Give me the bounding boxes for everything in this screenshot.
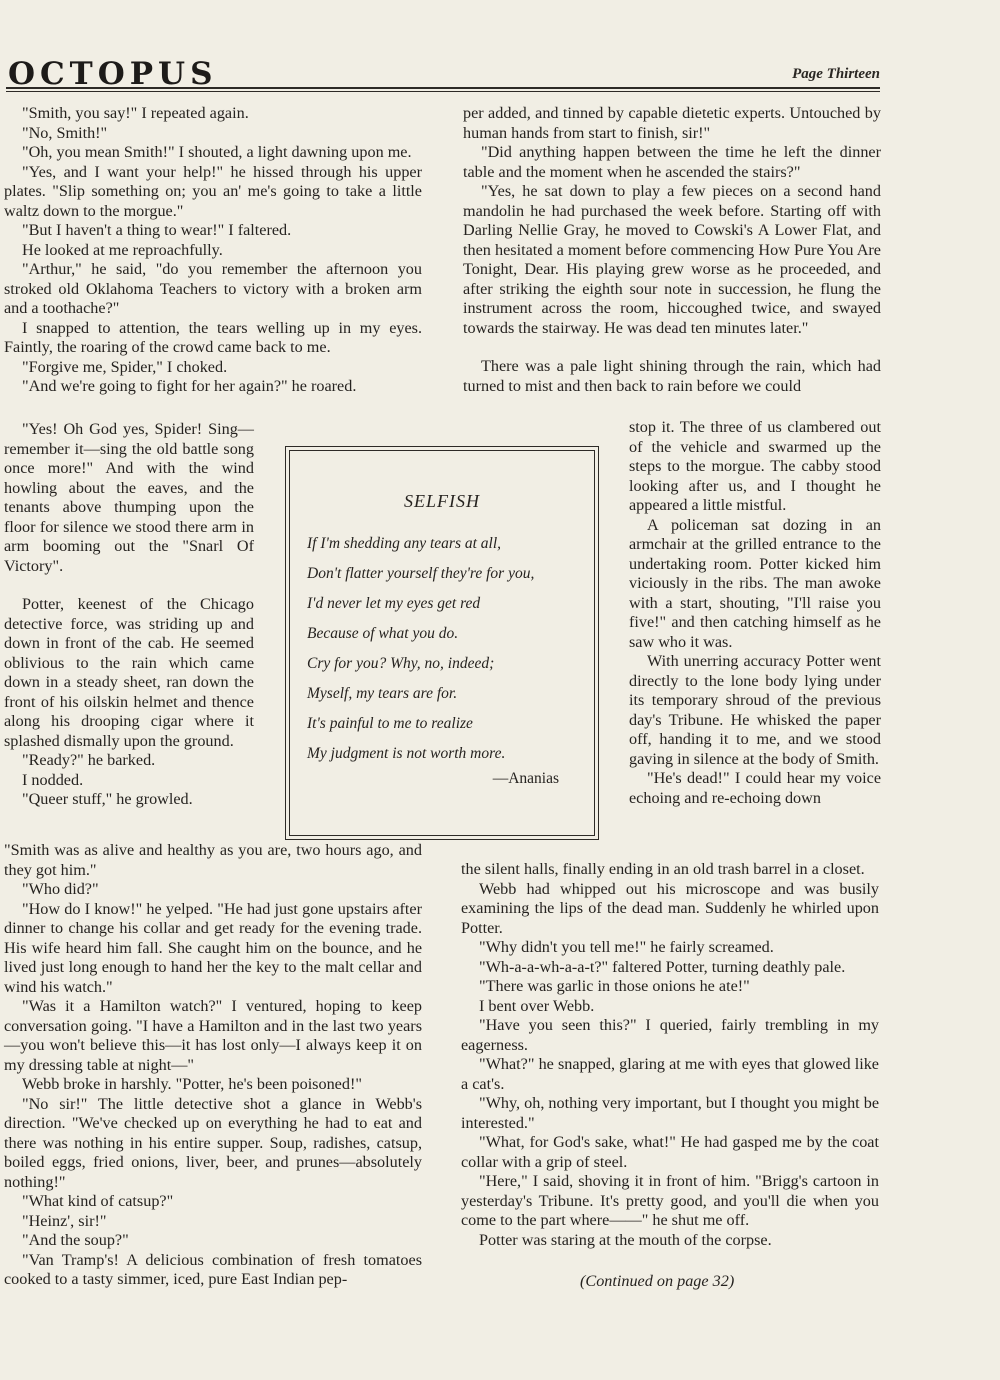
paragraph: Potter, keenest of the Chicago detective force, was striding up and down in front of the cab. He seemed oblivious to the rain which came down in a steady sheet, ran down the front of his oilskin helmet and thence along his drooping cigar where it splashed dismally upon the ground. <box>4 595 254 750</box>
paragraph: "And the soup?" <box>22 1231 129 1249</box>
paragraph: "Wh-a-a-wh-a-a-t?" faltered Potter, turning deathly pale. <box>479 957 846 976</box>
paragraph: "And we're going to fight for her again?" he roared. <box>22 377 357 395</box>
poem-line: If I'm shedding any tears at all, <box>307 535 502 552</box>
paragraph: Webb had whipped out his microscope and was busily examining the lips of the dead man. Suddenly he whirled upon Potter. <box>461 879 879 937</box>
paragraph: "What, for God's sake, what!" He had gasped me by the coat collar with a grip of steel. <box>461 1133 879 1171</box>
paragraph: "Van Tramp's! A delicious combination of fresh tomatoes cooked to a tasty simmer, iced, pure East Indian pep- <box>4 1250 422 1288</box>
paragraph: "Arthur," he said, "do you remember the afternoon you stroked old Oklahoma Teachers to victory with a broken arm and a toothache?" <box>4 260 422 317</box>
right-column-bottom <box>461 860 879 1250</box>
paragraph: I snapped to attention, the tears welling up in my eyes. Faintly, the roaring of the crowd came back to me. <box>4 318 422 356</box>
page-number: Page Thirteen <box>792 66 880 82</box>
right-column-top <box>463 104 881 396</box>
paragraph: "Smith was as alive and healthy as you are, two hours ago, and they got him." <box>4 841 422 879</box>
poem-author: —Ananias <box>492 770 559 787</box>
masthead-logo: OCTOPUS <box>8 56 218 92</box>
paragraph: "Oh, you mean Smith!" I shouted, a light dawning upon me. <box>22 143 412 161</box>
left-column-middle <box>4 420 254 810</box>
paragraph: He looked at me reproachfully. <box>22 240 223 259</box>
paragraph: Webb broke in harshly. "Potter, he's been poisoned!" <box>22 1075 362 1093</box>
right-column-middle <box>629 418 881 808</box>
paragraph: Potter was staring at the mouth of the corpse. <box>479 1230 772 1249</box>
poem-lines <box>307 529 597 769</box>
poem-inner-border <box>289 450 595 836</box>
paragraph: "What?" he snapped, glaring at me with eyes that glowed like a cat's. <box>461 1055 879 1093</box>
paragraph: "Queer stuff," he growled. <box>22 790 193 808</box>
poem-box <box>285 446 599 840</box>
header-rule <box>6 87 880 92</box>
paragraph: A policeman sat dozing in an armchair at the grilled entrance to the undertaking room. Potter kicked him viciously in the ribs. The man awoke with a start, shouting, "I'll raise you five!" and then catching himself as he saw who it was. <box>629 515 881 651</box>
paragraph: I bent over Webb. <box>479 996 595 1015</box>
paragraph: "Was it a Hamilton watch?" I ventured, hoping to keep conversation going. "I have a Hamilton and in the last two years—you won't believe this—it has lost only—I always keep it on my dressing table at night—" <box>4 997 422 1074</box>
left-column-top <box>4 104 422 397</box>
poem-line: Cry for you? Why, no, indeed; <box>307 655 495 672</box>
paragraph: "There was garlic in those onions he ate!" <box>479 977 750 995</box>
paragraph: "Forgive me, Spider," I choked. <box>22 357 228 376</box>
paragraph: per added, and tinned by capable dietetic experts. Untouched by human hands from start to finish, sir!" <box>463 104 881 142</box>
poem-line: I'd never let my eyes get red <box>307 595 481 612</box>
poem-line: Myself, my tears are for. <box>307 685 458 702</box>
paragraph: "Did anything happen between the time he left the dinner table and the moment when he ascended the stairs?" <box>463 143 881 181</box>
paragraph: "Heinz', sir!" <box>22 1211 107 1230</box>
continued-note: (Continued on page 32) <box>580 1272 735 1290</box>
paragraph: "Yes, he sat down to play a few pieces on a second hand mandolin he had purchased the week before. Starting off with Darling Nellie Gray, he moved to Cowski's A Lower Flat, and then hesitated a moment before commencing How Pure You Are Tonight, Dear. His playing grew worse as he proceeded, and after striking the eighth sour note in succession, he flung the instrument across the room, hiccoughed twice, and swayed towards the stairway. He was dead ten minutes later." <box>463 182 881 337</box>
paragraph: "Who did?" <box>22 880 99 898</box>
paragraph: "Ready?" he barked. <box>22 751 156 769</box>
paragraph: "But I haven't a thing to wear!" I faltered. <box>22 221 292 239</box>
paragraph: "Smith, you say!" I repeated again. <box>22 104 249 122</box>
paragraph: "What kind of catsup?" <box>22 1192 174 1210</box>
paragraph: "Yes! Oh God yes, Spider! Sing—remember it—sing the old battle song once more!" And with the wind howling about the eaves, and the tenants above thumping upon the floor for silence we stood there arm in arm booming out the "Snarl Of Victory". <box>4 420 254 575</box>
paragraph: "He's dead!" I could hear my voice echoing and re-echoing down <box>629 769 881 807</box>
paragraph: stop it. The three of us clambered out of the vehicle and swarmed up the steps to the morgue. The cabby stood looking after us, and I thought he appeared a little mistful. <box>629 418 881 514</box>
poem-line: Because of what you do. <box>307 625 459 642</box>
poem-line: It's painful to me to realize <box>307 715 473 732</box>
paragraph: the silent halls, finally ending in an old trash barrel in a closet. <box>461 860 865 878</box>
poem-line: My judgment is not worth more. <box>307 745 506 762</box>
paragraph: "How do I know!" he yelped. "He had just gone upstairs after dinner to change his collar and get ready for the evening trade. His wife heard him fall. She caught him on the bounce, and he lived just long enough to hand her the key to the malt cellar and wind his watch." <box>4 899 422 996</box>
paragraph: "Why, oh, nothing very important, but I thought you might be interested." <box>461 1094 879 1132</box>
poem-title: SELFISH <box>404 491 480 511</box>
left-column-bottom <box>4 841 422 1290</box>
paragraph: "No, Smith!" <box>22 123 108 142</box>
paragraph: "Have you seen this?" I queried, fairly trembling in my eagerness. <box>461 1016 879 1054</box>
poem-line: Don't flatter yourself they're for you, <box>307 565 535 582</box>
paragraph: "Here," I said, shoving it in front of him. "Brigg's cartoon in yesterday's Tribune. It's pretty good, and you'll die when you come to the part where——" he shut me off. <box>461 1172 879 1229</box>
paragraph: "Yes, and I want your help!" he hissed through his upper plates. "Slip something on; you an' me's going to take a little waltz down to the morgue." <box>4 162 422 220</box>
paragraph: There was a pale light shining through the rain, which had turned to mist and then back to rain before we could <box>463 357 881 395</box>
paragraph: I nodded. <box>22 770 84 789</box>
paragraph: "Why didn't you tell me!" he fairly screamed. <box>479 938 774 956</box>
paragraph: With unerring accuracy Potter went directly to the lone body lying under its temporary shroud of the previous day's Tribune. He whisked the paper off, handing it to me, and we stood gaving in silence at the body of Smith. <box>629 652 881 768</box>
paragraph: "No sir!" The little detective shot a glance in Webb's direction. "We've checked up on everything he had to eat and there was nothing in his entire supper. Soup, radishes, catsup, boiled eggs, fried onions, liver, beer, and prunes—absolutely nothing!" <box>4 1094 422 1191</box>
